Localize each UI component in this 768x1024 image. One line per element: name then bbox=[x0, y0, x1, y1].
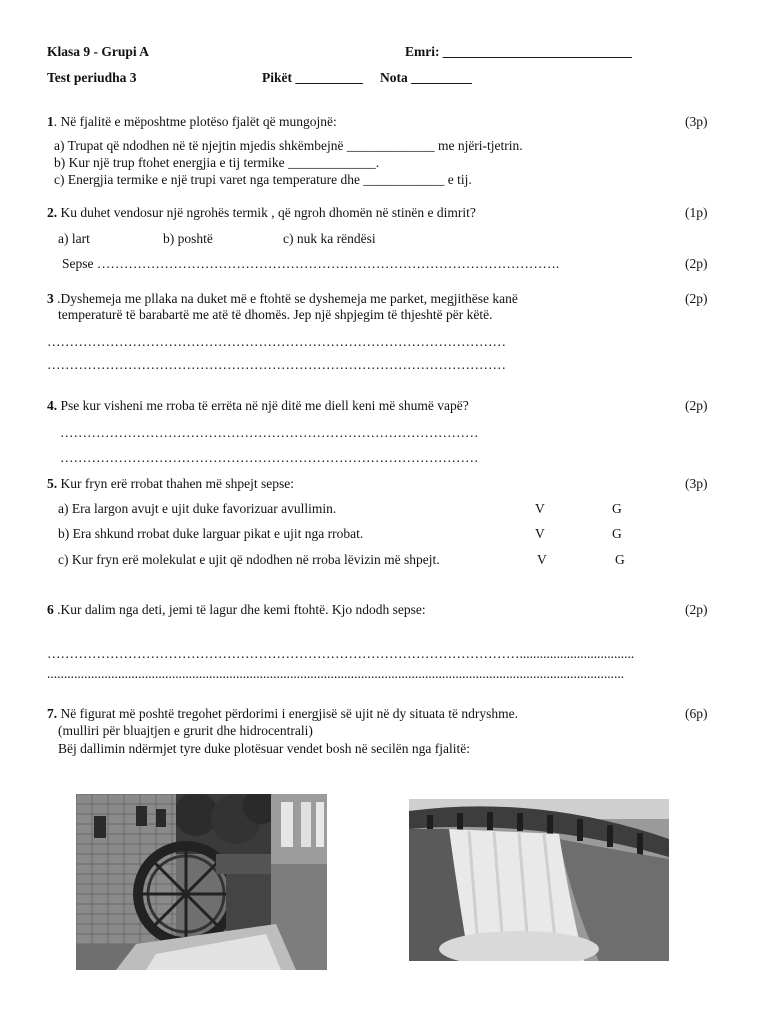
question-points: (3p) bbox=[685, 476, 708, 491]
answer-line[interactable]: ………………………………………………………………………………… bbox=[60, 450, 479, 465]
name-field[interactable] bbox=[405, 44, 632, 60]
question-text: .Dyshemeja me pllaka na duket më e ftohtë se dyshemeja me parket, megjithëse kanë bbox=[53, 291, 518, 306]
question-2 bbox=[47, 205, 476, 221]
q5-statement-b: b) Era shkund rrobat duke larguar pikat e ujit nga rrobat. bbox=[58, 526, 364, 541]
true-option[interactable]: V bbox=[535, 526, 545, 541]
q2-why-line[interactable]: Sepse …………………………………………………………………………………………. bbox=[62, 256, 560, 271]
question-7 bbox=[47, 706, 518, 722]
answer-line[interactable]: …………………………………………………………………………………………….................................. bbox=[47, 646, 635, 661]
answer-line[interactable]: ………………………………………………………………………………………… bbox=[47, 357, 506, 372]
grade-blank[interactable]: _________ bbox=[411, 70, 472, 85]
answer-line[interactable]: ………………………………………………………………………………………… bbox=[47, 334, 506, 349]
dam-spillway-photo bbox=[409, 799, 669, 961]
question-points: (2p) bbox=[685, 291, 708, 306]
answer-line[interactable]: ........................................................................................................................................................................... bbox=[47, 666, 625, 681]
question-number: 1 bbox=[47, 114, 54, 129]
q1-item-b[interactable]: b) Kur një trup ftohet energjia e tij termike _____________. bbox=[54, 155, 380, 170]
q1-item-a[interactable]: a) Trupat që ndodhen në të njejtin mjedis shkëmbejnë _____________ me njëri-tjetrin. bbox=[54, 138, 523, 153]
false-option[interactable]: G bbox=[612, 526, 622, 541]
question-6 bbox=[47, 602, 426, 618]
question-text: .Kur dalim nga deti, jemi të lagur dhe kemi ftohtë. Kjo ndodh sepse: bbox=[53, 602, 426, 617]
question-number: 6 bbox=[47, 602, 54, 617]
points-blank[interactable]: __________ bbox=[295, 70, 363, 85]
question-text: Pse kur visheni me rroba të errëta në një ditë me diell keni më shumë vapë? bbox=[57, 398, 469, 413]
false-option[interactable]: G bbox=[612, 501, 622, 516]
q2-option-c[interactable]: c) nuk ka rëndësi bbox=[283, 231, 376, 246]
question-points: (1p) bbox=[685, 205, 708, 220]
points-label: Pikët bbox=[262, 70, 292, 85]
question-1 bbox=[47, 114, 337, 130]
question-5 bbox=[47, 476, 294, 492]
answer-line[interactable]: ………………………………………………………………………………… bbox=[60, 425, 479, 440]
question-text: Kur fryn erë rrobat thahen më shpejt sepse: bbox=[57, 476, 295, 491]
question-number: 3 bbox=[47, 291, 54, 306]
false-option[interactable]: G bbox=[615, 552, 625, 567]
question-number: 4. bbox=[47, 398, 58, 413]
question-text-continued: Bëj dallimin ndërmjet tyre duke plotësuar vendet bosh në secilën nga fjalitë: bbox=[58, 741, 471, 756]
question-4 bbox=[47, 398, 469, 414]
q2-option-b[interactable]: b) poshtë bbox=[163, 231, 213, 246]
class-label: Klasa 9 - Grupi A bbox=[47, 44, 150, 59]
grade-field[interactable] bbox=[380, 70, 472, 86]
test-label: Test periudha 3 bbox=[47, 70, 137, 85]
question-number: 2. bbox=[47, 205, 58, 220]
question-text-continued: (mulliri për bluajtjen e grurit dhe hidrocentrali) bbox=[58, 723, 313, 738]
question-points: (6p) bbox=[685, 706, 708, 721]
question-text: . Në fjalitë e mëposhtme plotëso fjalët që mungojnë: bbox=[53, 114, 337, 129]
question-points: (3p) bbox=[685, 114, 708, 129]
grade-label: Nota bbox=[380, 70, 408, 85]
question-points: (2p) bbox=[685, 256, 708, 271]
q5-statement-c: c) Kur fryn erë molekulat e ujit që ndodhen në rroba lëvizin më shpejt. bbox=[58, 552, 440, 567]
true-option[interactable]: V bbox=[537, 552, 547, 567]
q1-item-c[interactable]: c) Energjia termike e një trupi varet nga temperature dhe ____________ e tij. bbox=[54, 172, 472, 187]
name-blank[interactable]: ____________________________ bbox=[442, 44, 632, 59]
question-number: 7. bbox=[47, 706, 58, 721]
question-text: Në figurat më poshtë tregohet përdorimi i energjisë së ujit në dy situata të ndryshme. bbox=[57, 706, 519, 721]
question-3 bbox=[47, 291, 518, 307]
question-text: Ku duhet vendosur një ngrohës termik , që ngroh dhomën në stinën e dimrit? bbox=[57, 205, 476, 220]
points-field[interactable] bbox=[262, 70, 363, 86]
question-text-continued: temperaturë të barabartë me atë të dhomës. Jep një shpjegim të thjeshtë për këtë. bbox=[58, 307, 493, 322]
q2-option-a[interactable]: a) lart bbox=[58, 231, 90, 246]
question-points: (2p) bbox=[685, 398, 708, 413]
question-points: (2p) bbox=[685, 602, 708, 617]
question-number: 5. bbox=[47, 476, 58, 491]
q5-statement-a: a) Era largon avujt e ujit duke favorizuar avullimin. bbox=[58, 501, 337, 516]
water-mill-photo bbox=[76, 794, 327, 970]
true-option[interactable]: V bbox=[535, 501, 545, 516]
name-label: Emri: bbox=[405, 44, 440, 59]
